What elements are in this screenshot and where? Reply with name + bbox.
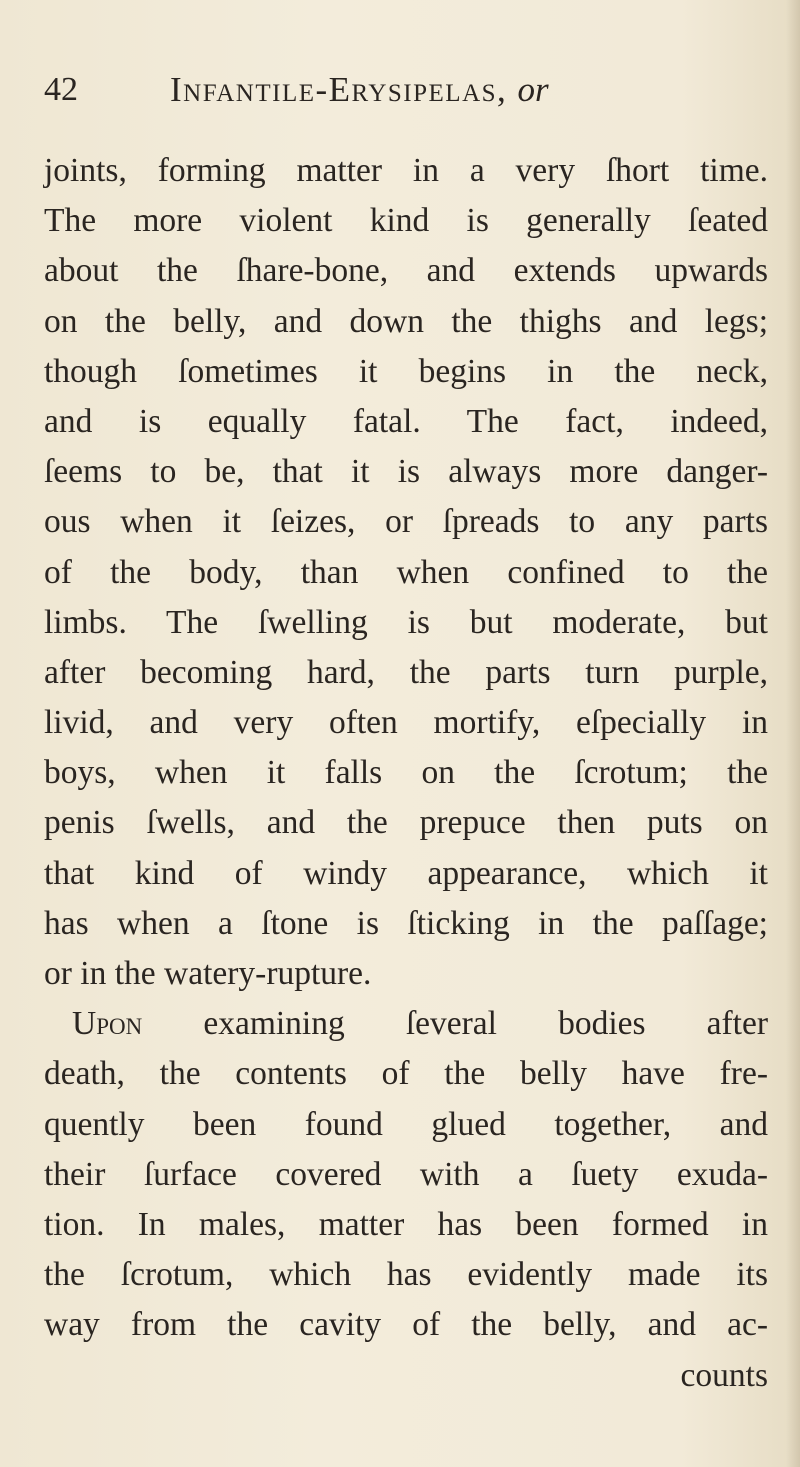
page-edge-shadow xyxy=(786,0,800,1467)
paragraph-lead-word: Upon xyxy=(72,1005,143,1043)
text-line: and is equally fatal. The fact, indeed, xyxy=(44,402,768,440)
text-line: death, the contents of the belly have fre- xyxy=(44,1055,768,1093)
text-line: on the belly, and down the thighs and legs; xyxy=(44,302,768,340)
text-line: livid, and very often mortify, eſpecially in xyxy=(44,704,768,742)
text-line: limbs. The ſwelling is but moderate, but xyxy=(44,603,768,641)
text-line: the ſcrotum, which has evidently made its xyxy=(44,1256,768,1294)
running-head xyxy=(170,70,549,110)
running-head-conjunction: or xyxy=(517,70,549,109)
text-line: though ſometimes it begins in the neck, xyxy=(44,352,768,390)
text-line: after becoming hard, the parts turn purple, xyxy=(44,653,768,691)
page-number: 42 xyxy=(44,71,78,108)
text-line: about the ſhare-bone, and extends upwards xyxy=(44,252,768,290)
catchword: counts xyxy=(680,1356,768,1394)
text-line: penis ſwells, and the prepuce then puts on xyxy=(44,804,768,842)
text-line: way from the cavity of the belly, and ac- xyxy=(44,1306,768,1344)
paragraph-first-line-rest: examining ſeveral bodies after xyxy=(203,1005,769,1043)
text-line: tion. In males, matter has been formed in xyxy=(44,1205,768,1243)
text-line: their ſurface covered with a ſuety exuda- xyxy=(44,1155,768,1193)
text-line: ous when it ſeizes, or ſpreads to any parts xyxy=(44,503,768,541)
page-header xyxy=(44,70,764,120)
text-line: that kind of windy appearance, which it xyxy=(44,854,768,892)
text-line: boys, when it falls on the ſcrotum; the xyxy=(44,754,768,792)
text-line: The more violent kind is generally ſeated xyxy=(44,202,768,240)
text-line: ſeems to be, that it is always more danger- xyxy=(44,453,768,491)
text-line: has when a ſtone is ſticking in the paſſage; xyxy=(44,904,768,942)
paragraph-first-line xyxy=(44,999,768,1049)
text-line: joints, forming matter in a very ſhort time. xyxy=(44,152,768,189)
text-line: quently been found glued together, and xyxy=(44,1105,768,1143)
running-head-title: Infantile-Erysipelas, xyxy=(170,70,508,109)
text-line: or in the watery-rupture. xyxy=(44,955,372,992)
text-line: of the body, than when confined to the xyxy=(44,553,768,591)
body-text xyxy=(44,146,768,1401)
